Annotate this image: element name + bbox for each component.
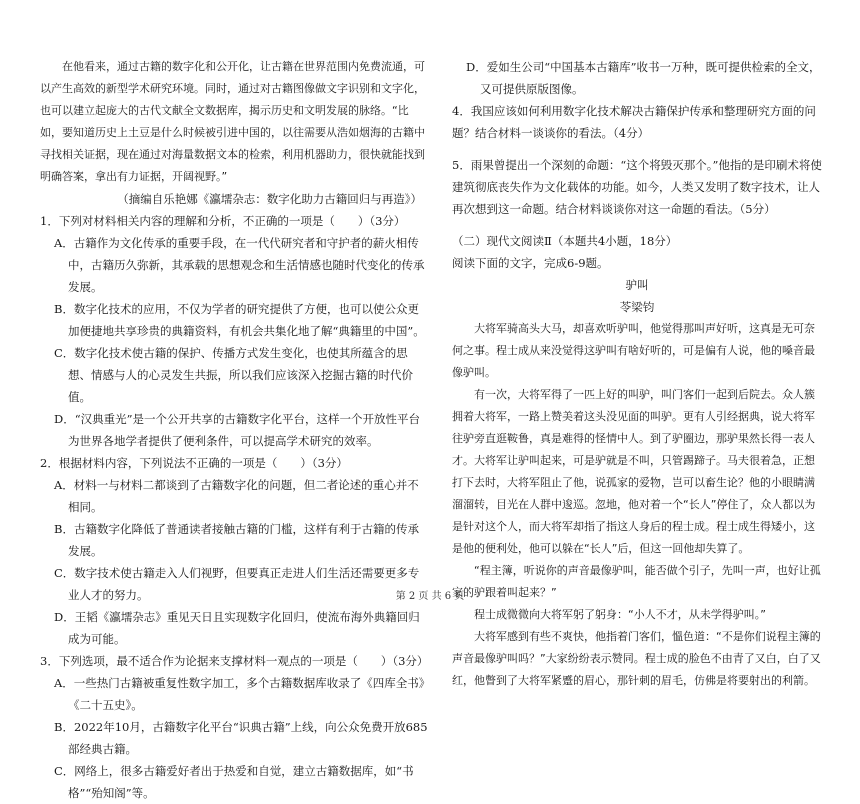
section-heading: （二）现代文阅读Ⅱ（本题共4小题，18分） (452, 234, 678, 248)
quote-paragraph: 在他看来，通过古籍的数字化和公开化，让古籍在世界范围内免费流通，可以产生高效的新型学术研究环境。同时，通过对古籍图像做文字识别和文字化，也可以建立起庞大的古代文献全文数据库，揭示历史和文明发展的脉络。“比如，要知道历史上土豆是什么时候被引进中国的，以往需要从浩如烟海的古籍中寻找相关证据，现在通过对海量数据文本的检索，利用机器助力，很快就能找到明确答案，拿出有力证据，开阔视野。” (40, 60, 425, 183)
left-column (40, 56, 430, 804)
question-3-option-c: C．网络上，很多古籍爱好者出于热爱和自觉，建立古籍数据库，如“书格”“殆知阁”等。 (54, 764, 414, 800)
section-instruction: 阅读下面的文字，完成6-9题。 (452, 256, 609, 270)
question-1-option-c: C．数字化技术使古籍的保护、传播方式发生变化，也使其所蕴含的思想、情感与人的心灵发生共振，所以我们应该深入挖掘古籍的时代价值。 (54, 346, 413, 404)
story-paragraph-4: 程士成微微向大将军躬了躬身：“小人不才，从未学得驴叫。” (474, 608, 766, 621)
story-title: 驴叫 (625, 278, 649, 292)
story-paragraph-2: 有一次，大将军得了一匹上好的叫驴，叫门客们一起到后院去。众人簇拥着大将军，一路上赞美着这头没见面的叫驴。更有人引经据典，说大将军往驴旁直逛鞍鲁，真是难得的怪情中人。到了驴圈边，那驴果然长得一表人才。大将军让驴叫起来，可是驴就是不叫，只管踢蹄子。马夫很着急，正想打下去时，大将军阻止了他，说孤家的爱物，岂可以畜生论？他的小眼睛满溜溜转，目光在人群中逡巡。忽地，他对着一个“长人”停住了，众人都以为是针对这个人，而大将军却指了指这人身后的程士成。程士成生得矮小，这是他的便利处，他可以躲在“长人”后，但这一回他却失算了。 (452, 388, 816, 555)
story-author: 苓梁钧 (619, 300, 655, 314)
story-paragraph-1: 大将军骑高头大马，却喜欢听驴叫，他觉得那叫声好听，这真是无可奈何之事。程士成从来没觉得这驴叫有啥好听的，可是偏有人说，他的嗓音最像驴叫。 (452, 322, 815, 379)
question-1-option-a: A．古籍作为文化传承的重要手段，在一代代研究者和守护者的薪火相传中，古籍历久弥新，其承载的思想观念和生活情感也随时代变化的传承发展。 (54, 236, 425, 294)
question-2-stem: 2．根据材料内容，下列说法不正确的一项是（ ）（3分） (40, 456, 348, 470)
question-5: 5．雨果曾提出一个深刻的命题：“这个将毁灭那个。”他指的是印刷术将使建筑彻底丧失作为文化载体的功能。如今，人类又发明了数字技术，让人再次想到这一命题。结合材料谈谈你对这一命题的看法。（5分） (452, 158, 822, 216)
question-2-option-a: A．材料一与材料二都谈到了古籍数字化的问题，但二者论述的重心并不相同。 (54, 478, 419, 514)
source-citation: （摘编自乐艳娜《瀛壖杂志：数字化助力古籍回归与再造》） (117, 192, 422, 206)
question-3-option-a: A．一些热门古籍被重复性数字加工，多个古籍数据库收录了《四库全书》《二十五史》。 (54, 676, 425, 712)
story-paragraph-3: “程主簿，听说你的声音最像驴叫，能否做个引子，先叫一声，也好让孤家的驴跟着叫起来？” (452, 564, 821, 599)
page-footer: 第 2 页 共 6 页 (395, 591, 465, 602)
story-paragraph-5: 大将军感到有些不爽快，他指着门客们，慍色道：“不是你们说程主簿的声音最像驴叫吗？”大家纷纷表示赞同。程士成的脸色不由青了又白，白了又红，他瞥到了大将军紧蹙的眉心，那针刺的眉毛，仿佛是将要射出的利箭。 (452, 630, 821, 687)
question-1-option-d: D．“汉典重光”是一个公开共享的古籍数字化平台，这样一个开放性平台为世界各地学者提供了便利条件，可以提高学术研究的效率。 (54, 412, 420, 448)
question-3-stem: 3．下列选项，最不适合作为论据来支撑材料一观点的一项是（ ）（3分） (40, 654, 429, 668)
question-1-stem: 1．下列对材料相关内容的理解和分析，不正确的一项是（ ）（3分） (40, 214, 406, 228)
question-3-option-d: D．爱如生公司“中国基本古籍库”收书一万种，既可提供检索的全文，又可提供原版图像。 (466, 60, 821, 96)
question-2-option-b: B．古籍数字化降低了普通读者接触古籍的门槛，这样有利于古籍的传承发展。 (54, 522, 419, 558)
question-3-option-b: B．2022年10月，古籍数字化平台“识典古籍”上线，向公众免费开放685部经典古籍。 (54, 720, 428, 756)
question-1-option-b: B．数字化技术的应用，不仅为学者的研究提供了方便，也可以使公众更加便捷地共享珍贵的典籍资料，有机会共集化地了解“典籍里的中国”。 (54, 302, 425, 338)
question-2-option-d: D．王韬《瀛壖杂志》重见天日且实现数字化回归，使流布海外典籍回归成为可能。 (54, 610, 420, 646)
question-2-option-c: C．数字技术使古籍走入人们视野，但要真正走进人们生活还需要更多专业人才的努力。 (54, 566, 420, 602)
question-4: 4．我国应该如何利用数字化技术解决古籍保护传承和整理研究方面的问题？结合材料一谈谈你的看法。（4分） (452, 104, 816, 140)
